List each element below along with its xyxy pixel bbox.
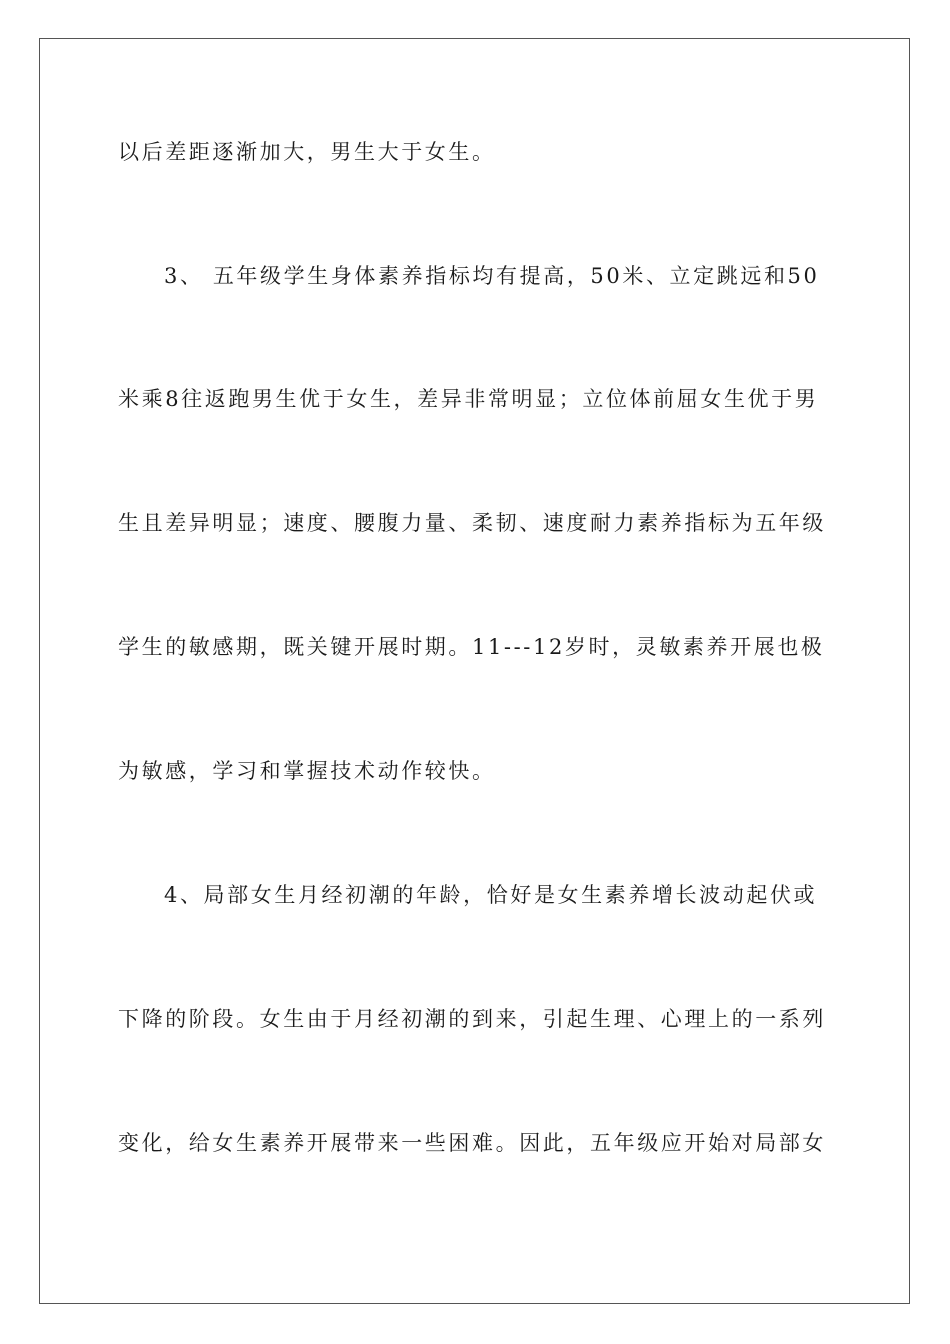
paragraph-line-1: 以后差距逐渐加大，男生大于女生。 — [118, 140, 496, 164]
paragraph-line-9: 变化，给女生素养开展带来一些困难。因此，五年级应开始对局部女 — [118, 1131, 826, 1155]
paragraph-line-7: 4、局部女生月经初潮的年龄，恰好是女生素养增长波动起伏或 — [164, 883, 818, 907]
page-border — [39, 38, 910, 1304]
paragraph-line-2: 3、 五年级学生身体素养指标均有提高，50米、立定跳远和50 — [164, 264, 820, 288]
paragraph-line-5: 学生的敏感期，既关键开展时期。11---12岁时，灵敏素养开展也极 — [118, 635, 825, 659]
paragraph-line-4: 生且差异明显；速度、腰腹力量、柔韧、速度耐力素养指标为五年级 — [118, 511, 826, 535]
paragraph-line-3: 米乘8往返跑男生优于女生，差异非常明显；立位体前屈女生优于男 — [118, 387, 819, 411]
paragraph-line-6: 为敏感，学习和掌握技术动作较快。 — [118, 759, 496, 783]
paragraph-line-8: 下降的阶段。女生由于月经初潮的到来，引起生理、心理上的一系列 — [118, 1007, 826, 1031]
